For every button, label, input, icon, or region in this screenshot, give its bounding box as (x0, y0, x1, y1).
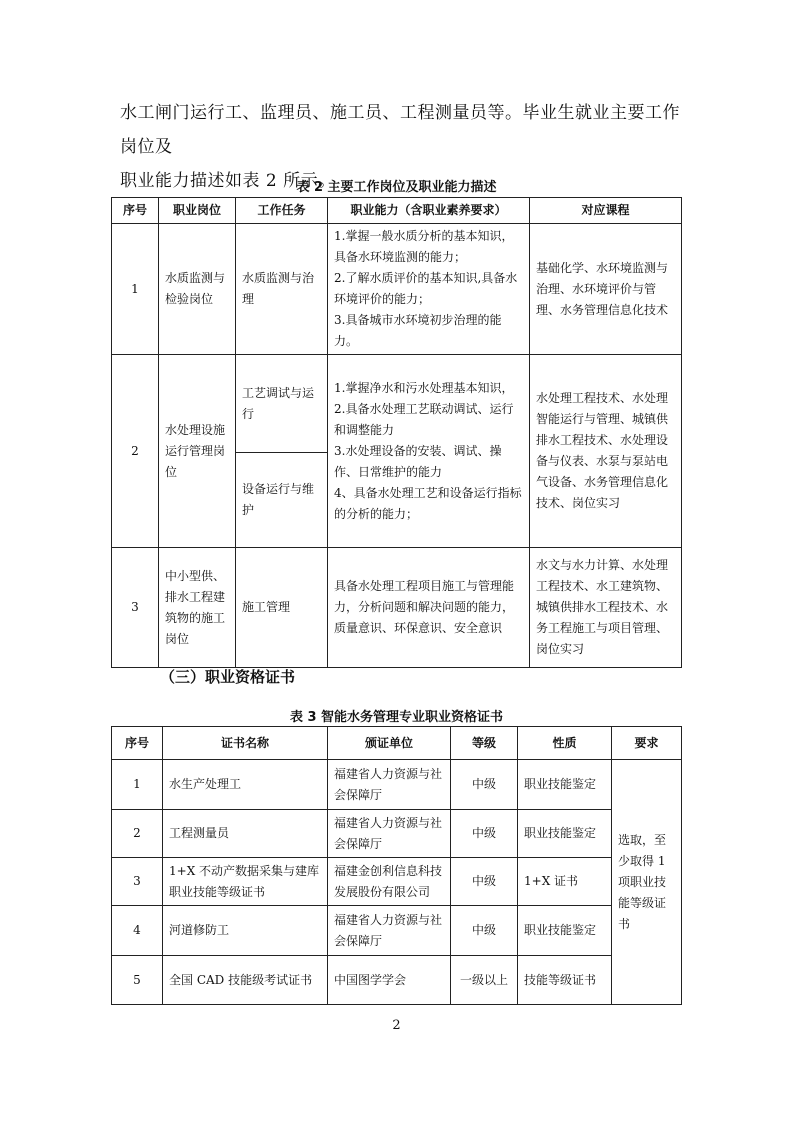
table3-header-name: 证书名称 (163, 727, 328, 760)
intro-line-2: 职业能力描述如表 2 所示。 (120, 171, 336, 191)
table3-header-issuer: 颁证单位 (328, 727, 451, 760)
page-number: 2 (392, 1018, 401, 1033)
table2-row2-task-a: 工艺调试与运行 (236, 355, 328, 453)
table-row (112, 224, 682, 355)
ability-line: 2.具备水处理工艺联动调试、运行和调整能力 (334, 401, 514, 437)
table3-header-row (112, 727, 682, 760)
table3-row3-nature: 1+X 证书 (518, 858, 612, 906)
table3-row4-level: 中级 (451, 906, 518, 956)
table3-row2-issuer: 福建省人力资源与社会保障厅 (328, 810, 451, 858)
table3-row2-nature: 职业技能鉴定 (518, 810, 612, 858)
table3-row5-level: 一级以上 (451, 956, 518, 1005)
table2-row2-no: 2 (112, 355, 159, 548)
table3-header-no: 序号 (112, 727, 163, 760)
table2-row1-post: 水质监测与检验岗位 (159, 224, 236, 355)
ability-line: 2.了解水质评价的基本知识,具备水环境评价的能力； (334, 271, 518, 306)
table3-header-level: 等级 (451, 727, 518, 760)
table2-header-row (112, 198, 682, 224)
table2-row1-courses: 基础化学、水环境监测与治理、水环境评价与管理、水务管理信息化技术 (530, 224, 682, 355)
table3-row4-name: 河道修防工 (163, 906, 328, 956)
table3-row3-issuer: 福建金创利信息科技发展股份有限公司 (328, 858, 451, 906)
table3-row3-name: 1+X 不动产数据采集与建库职业技能等级证书 (163, 858, 328, 906)
table3-row5-no: 5 (112, 956, 163, 1005)
table2-header-post: 职业岗位 (159, 198, 236, 224)
table3-row1-issuer: 福建省人力资源与社会保障厅 (328, 760, 451, 810)
table3-header-requirement: 要求 (612, 727, 682, 760)
table-row (112, 906, 682, 956)
table-row (112, 355, 682, 453)
table3-row1-nature: 职业技能鉴定 (518, 760, 612, 810)
table2-header-task: 工作任务 (236, 198, 328, 224)
table2-row2-task-b: 设备运行与维护 (236, 453, 328, 548)
ability-line: 3.具备城市水环境初步治理的能力。 (334, 313, 502, 348)
table3-row4-no: 4 (112, 906, 163, 956)
table3-caption: 表 3 智能水务管理专业职业资格证书 (289, 710, 504, 725)
table2-header-no: 序号 (112, 198, 159, 224)
ability-line: 1.掌握一般水质分析的基本知识，具备水环境监测的能力； (334, 229, 514, 264)
table3-row2-level: 中级 (451, 810, 518, 858)
table-row (112, 810, 682, 858)
table2-caption: 表 2 主要工作岗位及职业能力描述 (296, 180, 497, 195)
table2-row3-post: 中小型供、排水工程建筑物的施工岗位 (159, 548, 236, 668)
table3-requirement: 选取，至少取得 1 项职业技能等级证书 (612, 760, 682, 1005)
table-row (112, 548, 682, 668)
table2-row2-ability (328, 355, 530, 548)
table2-job-competencies (111, 197, 682, 668)
table2-row3-no: 3 (112, 548, 159, 668)
table3-row4-issuer: 福建省人力资源与社会保障厅 (328, 906, 451, 956)
ability-line: 4、具备水处理工艺和设备运行指标的分析的能力； (334, 485, 522, 521)
table3-row5-nature: 技能等级证书 (518, 956, 612, 1005)
ability-line: 3.水处理设备的安装、调试、操作、日常维护的能力 (334, 443, 502, 479)
table3-row5-issuer: 中国图学学会 (328, 956, 451, 1005)
table2-row3-ability: 具备水处理工程项目施工与管理能力，分析问题和解决问题的能力，质量意识、环保意识、安全意识 (328, 548, 530, 668)
table2-header-ability: 职业能力（含职业素养要求） (328, 198, 530, 224)
table3-row2-no: 2 (112, 810, 163, 858)
table3-row1-level: 中级 (451, 760, 518, 810)
intro-line-1: 水工闸门运行工、监理员、施工员、工程测量员等。毕业生就业主要工作岗位及 (120, 103, 680, 157)
ability-line: 1.掌握净水和污水处理基本知识， (334, 380, 514, 395)
table3-header-nature: 性质 (518, 727, 612, 760)
table3-row5-name: 全国 CAD 技能级考试证书 (163, 956, 328, 1005)
table2-row1-ability (328, 224, 530, 355)
table2-row1-task: 水质监测与治理 (236, 224, 328, 355)
table3-row3-no: 3 (112, 858, 163, 906)
table3-row2-name: 工程测量员 (163, 810, 328, 858)
table-row (112, 858, 682, 906)
table3-row4-nature: 职业技能鉴定 (518, 906, 612, 956)
table3-certificates (111, 726, 682, 1005)
table2-row2-courses: 水处理工程技术、水处理智能运行与管理、城镇供排水工程技术、水处理设备与仪表、水泵与泵站电气设备、水务管理信息化技术、岗位实习 (530, 355, 682, 548)
table2-row2-post: 水处理设施运行管理岗位 (159, 355, 236, 548)
table-row (112, 956, 682, 1005)
table2-header-courses: 对应课程 (530, 198, 682, 224)
table3-row3-level: 中级 (451, 858, 518, 906)
table2-row3-courses: 水文与水力计算、水处理工程技术、水工建筑物、城镇供排水工程技术、水务工程施工与项目管理、岗位实习 (530, 548, 682, 668)
table2-row3-task: 施工管理 (236, 548, 328, 668)
table3-row1-no: 1 (112, 760, 163, 810)
table-row (112, 760, 682, 810)
table3-row1-name: 水生产处理工 (163, 760, 328, 810)
section-heading: （三）职业资格证书 (160, 668, 296, 686)
table2-row1-no: 1 (112, 224, 159, 355)
